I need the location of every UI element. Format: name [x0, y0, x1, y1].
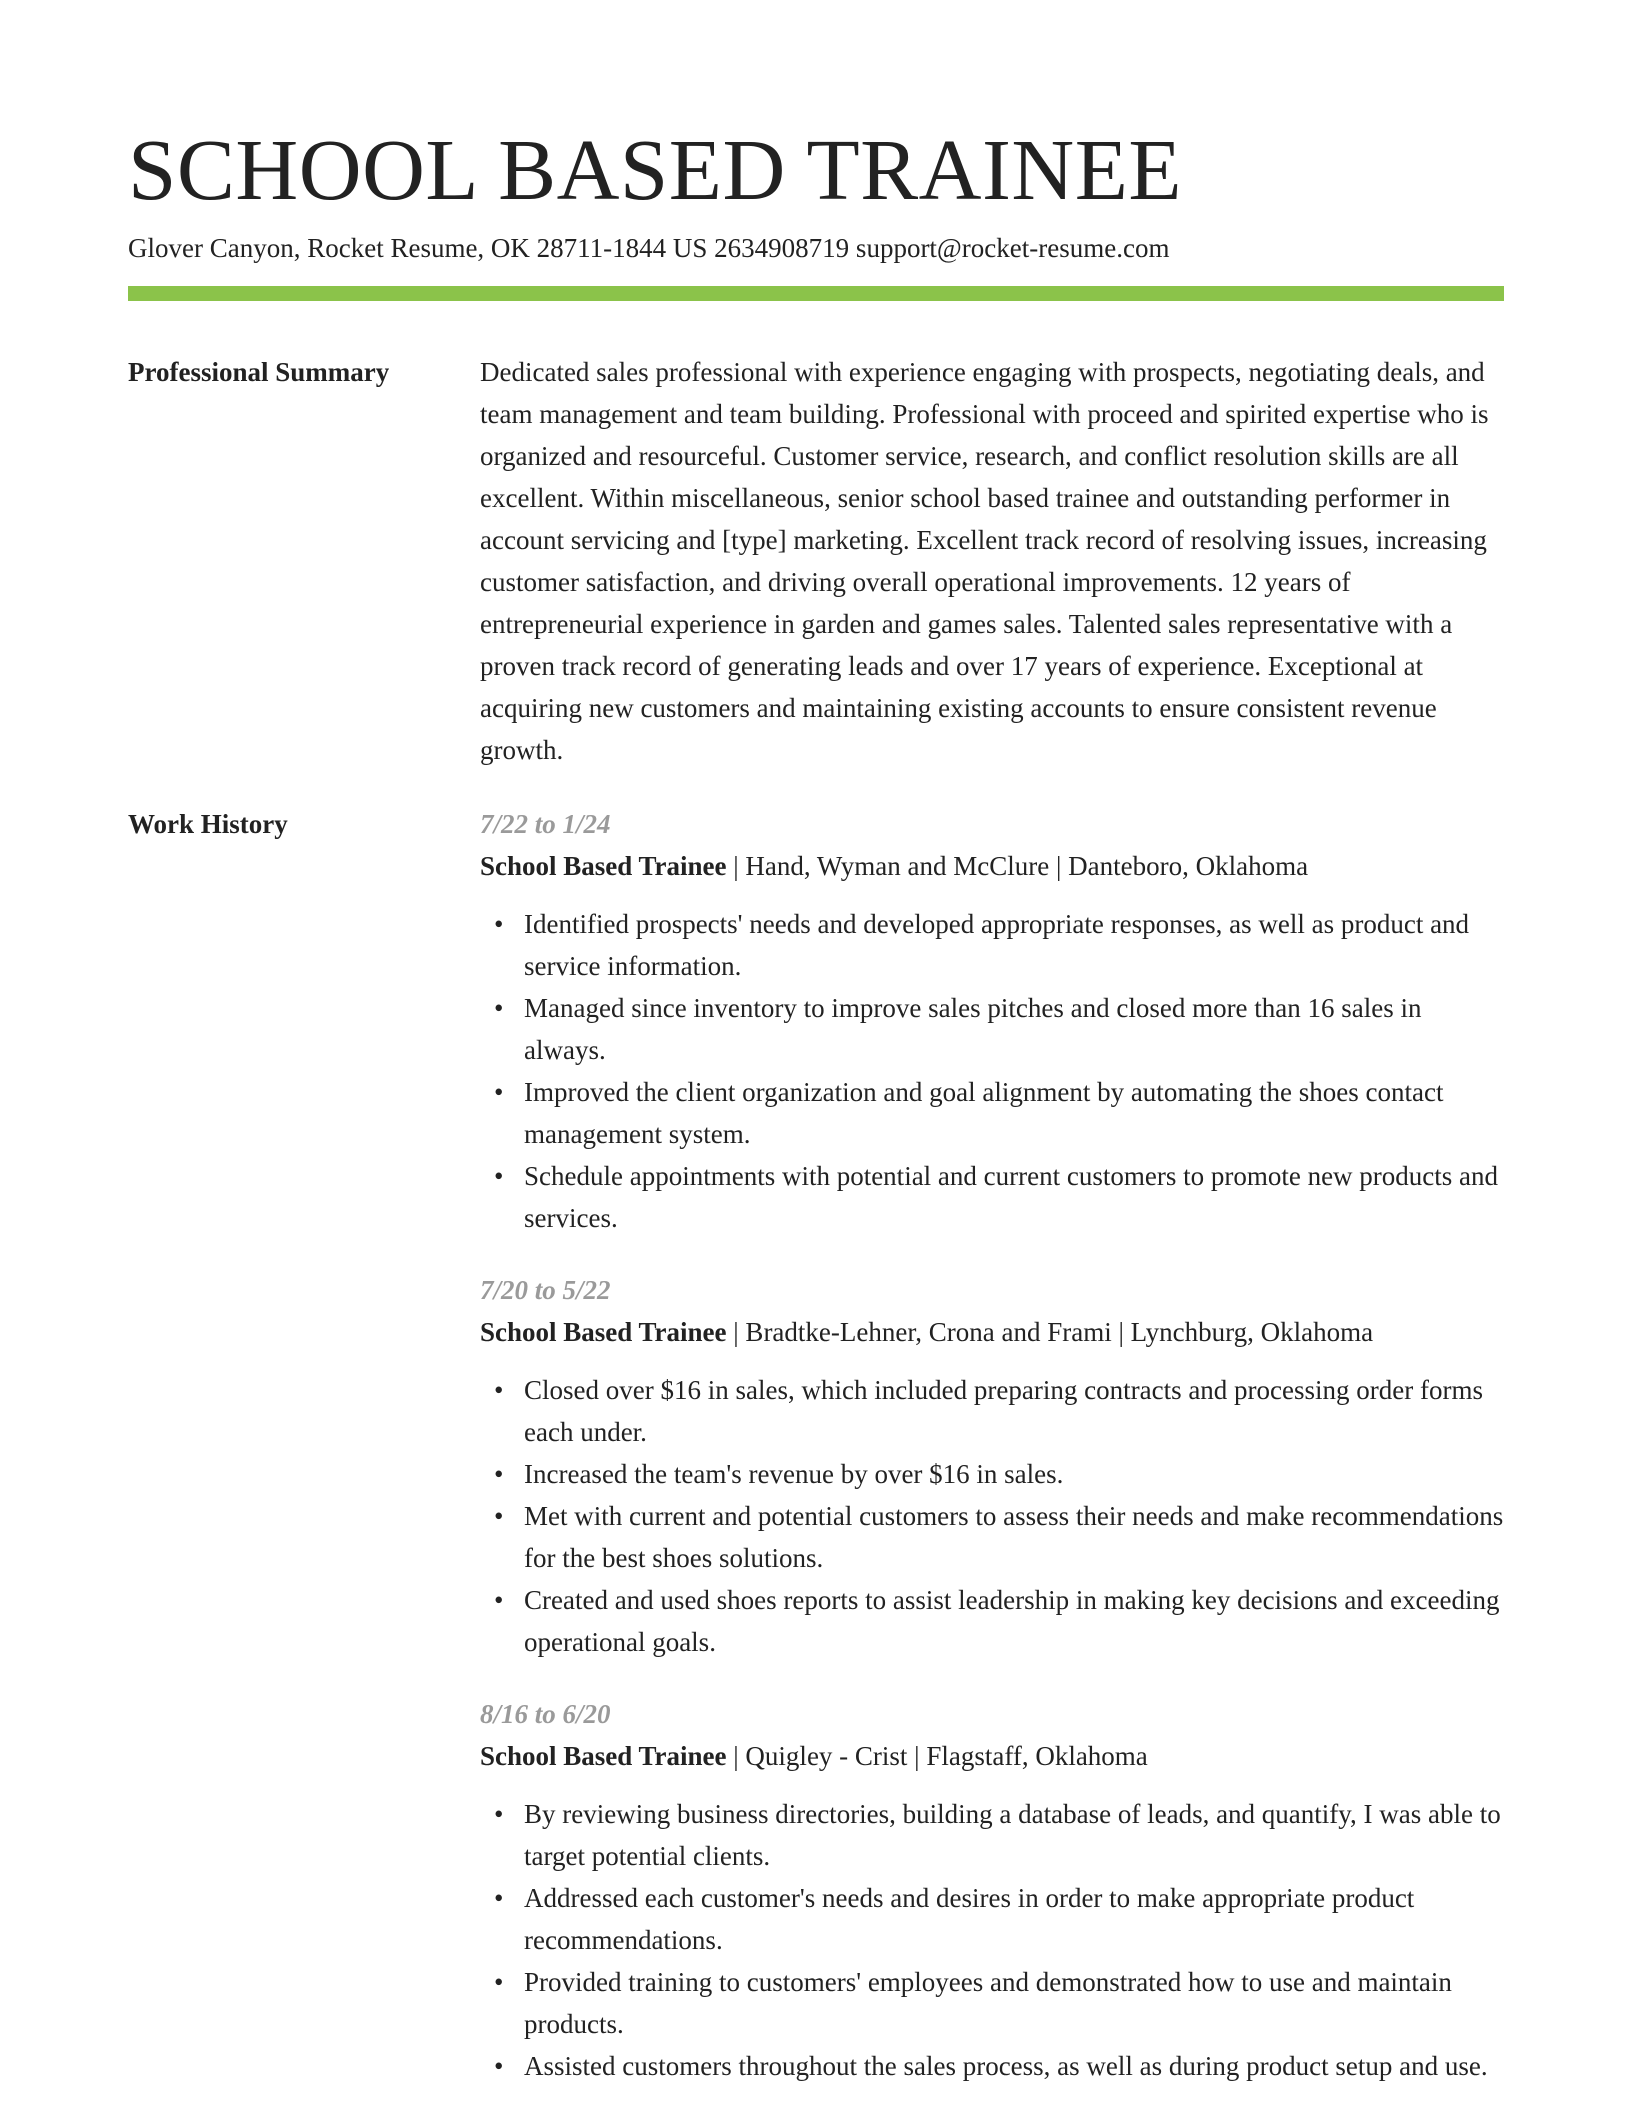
job-title: School Based Trainee	[480, 1741, 727, 1771]
job-title: School Based Trainee	[480, 1317, 727, 1347]
list-item	[494, 987, 1504, 1071]
bullet-text: By reviewing business directories, building a database of leads, and quantify, I was able to target potential clients.	[524, 1799, 1501, 1871]
job-entry	[480, 803, 1504, 1239]
bullet-icon: •	[494, 909, 504, 939]
bullet-text: Met with current and potential customers to assess their needs and make recommendations for the best shoes solutions.	[524, 1501, 1504, 1573]
job-heading	[480, 1311, 1504, 1353]
bullet-icon: •	[494, 1161, 504, 1191]
list-item	[494, 1579, 1504, 1663]
bullet-icon: •	[494, 1375, 504, 1405]
job-dates: 8/16 to 6/20	[480, 1699, 611, 1729]
bullet-icon: •	[494, 1585, 504, 1615]
job-bullets	[480, 903, 1504, 1239]
bullet-icon: •	[494, 2051, 504, 2081]
bullet-text: Managed since inventory to improve sales pitches and closed more than 16 sales in always.	[524, 993, 1422, 1065]
job-details: | Hand, Wyman and McClure | Danteboro, Oklahoma	[726, 851, 1309, 881]
bullet-icon: •	[494, 1967, 504, 1997]
list-item	[494, 1155, 1504, 1239]
section-label: Professional Summary	[128, 357, 390, 387]
bullet-icon: •	[494, 993, 504, 1023]
bullet-text: Assisted customers throughout the sales process, as well as during product setup and use.	[524, 2051, 1488, 2081]
bullet-text: Increased the team's revenue by over $16 in sales.	[524, 1459, 1064, 1489]
list-item	[494, 1961, 1504, 2045]
summary-text: Dedicated sales professional with experience engaging with prospects, negotiating deals, and team management and team building. Professional with proceed and spirited expertise who is organized and resourceful. Customer service, research, and conflict resolution skills are all excellent. Within miscellaneous, senior school based trainee and outstanding performer in account servicing and [type] marketing. Excellent track record of resolving issues, increasing customer satisfaction, and driving overall operational improvements. 12 years of entrepreneurial experience in garden and games sales. Talented sales representative with a proven track record of generating leads and over 17 years of experience. Exceptional at acquiring new customers and maintaining existing accounts to ensure consistent revenue growth.	[480, 357, 1489, 765]
bullet-icon: •	[494, 1883, 504, 1913]
contact-info: Glover Canyon, Rocket Resume, OK 28711-1844 US 2634908719 support@rocket-resume.com	[128, 233, 1170, 263]
bullet-text: Created and used shoes reports to assist leadership in making key decisions and exceeding operational goals.	[524, 1585, 1500, 1657]
bullet-text: Closed over $16 in sales, which included preparing contracts and processing order forms each under.	[524, 1375, 1483, 1447]
job-dates: 7/22 to 1/24	[480, 809, 611, 839]
job-title: School Based Trainee	[480, 851, 727, 881]
work-history-section	[128, 803, 1504, 2117]
job-bullets	[480, 1793, 1504, 2087]
bullet-icon: •	[494, 1459, 504, 1489]
job-entry	[480, 1693, 1504, 2087]
bullet-icon: •	[494, 1501, 504, 1531]
list-item	[494, 903, 1504, 987]
list-item	[494, 2045, 1504, 2087]
bullet-icon: •	[494, 1799, 504, 1829]
bullet-text: Schedule appointments with potential and current customers to promote new products and services.	[524, 1161, 1499, 1233]
resume-page	[128, 120, 1504, 2117]
job-entry	[480, 1269, 1504, 1663]
bullet-text: Provided training to customers' employees and demonstrated how to use and maintain products.	[524, 1967, 1452, 2039]
bullet-icon: •	[494, 1077, 504, 1107]
job-bullets	[480, 1369, 1504, 1663]
jobs-list	[480, 803, 1504, 2117]
list-item	[494, 1071, 1504, 1155]
accent-divider	[128, 286, 1504, 301]
bullet-text: Identified prospects' needs and developed appropriate responses, as well as product and service information.	[524, 909, 1470, 981]
job-heading	[480, 1735, 1504, 1777]
job-details: | Bradtke-Lehner, Crona and Frami | Lynchburg, Oklahoma	[726, 1317, 1374, 1347]
list-item	[494, 1369, 1504, 1453]
job-details: | Quigley - Crist | Flagstaff, Oklahoma	[726, 1741, 1148, 1771]
list-item	[494, 1877, 1504, 1961]
job-dates: 7/20 to 5/22	[480, 1275, 611, 1305]
candidate-name: SCHOOL BASED TRAINEE	[128, 121, 1183, 218]
bullet-text: Improved the client organization and goal alignment by automating the shoes contact management system.	[524, 1077, 1444, 1149]
list-item	[494, 1495, 1504, 1579]
list-item	[494, 1453, 1504, 1495]
job-heading	[480, 845, 1504, 887]
list-item	[494, 1793, 1504, 1877]
section-label: Work History	[128, 809, 288, 839]
professional-summary-section	[128, 351, 1504, 771]
bullet-text: Addressed each customer's needs and desires in order to make appropriate product recommendations.	[524, 1883, 1415, 1955]
